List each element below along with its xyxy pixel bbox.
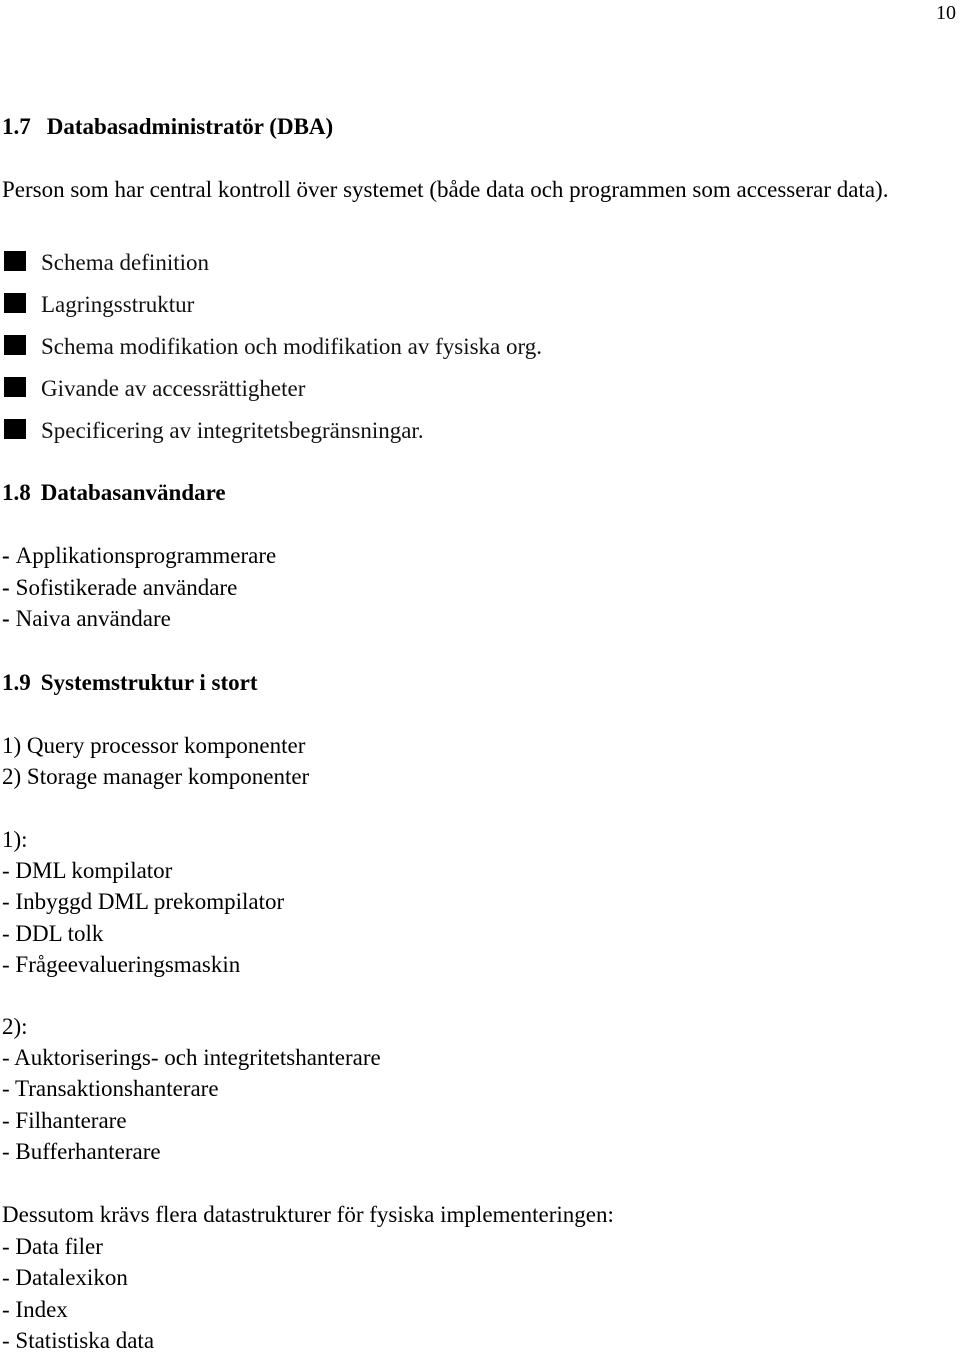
- section-number: 1.8: [2, 480, 31, 505]
- list-item: 1) Query processor komponenter: [2, 733, 306, 758]
- section-number: 1.7: [2, 114, 31, 139]
- list-item: - DDL tolk: [2, 920, 104, 946]
- list-item: - Inbyggd DML prekompilator: [2, 889, 285, 915]
- data-structures-intro: Dessutom krävs flera datastrukturer för fysiska implementeringen:: [2, 1202, 614, 1227]
- list-item: 2) Storage manager komponenter: [2, 764, 310, 790]
- section-heading-1-8: [2, 480, 226, 506]
- query-processor-list: [2, 855, 284, 980]
- list-item: Specificering av integritetsbegränsningar.: [2, 416, 542, 445]
- list-item: - Index: [2, 1296, 68, 1322]
- storage-manager-list: [2, 1042, 381, 1167]
- list-item: - Data filer: [2, 1234, 103, 1259]
- list-item: - Frågeevalueringsmaskin: [2, 951, 241, 977]
- section-heading-1-7: [2, 114, 333, 140]
- section-title: Databasadministratör (DBA): [46, 114, 334, 139]
- list-item: Lagringsstruktur: [2, 290, 542, 319]
- square-bullet-icon: [4, 419, 26, 439]
- list-item: - Applikationsprogrammerare: [2, 543, 277, 568]
- data-structures-list: [2, 1231, 154, 1356]
- list-item: Givande av accessrättigheter: [2, 374, 542, 403]
- section-title: Systemstruktur i stort: [40, 670, 258, 695]
- section-title: Databasanvändare: [40, 480, 226, 505]
- list-item: Schema modifikation och modifikation av fysiska org.: [2, 332, 542, 361]
- group-label-2: 2):: [2, 1014, 28, 1039]
- list-item: - Datalexikon: [2, 1265, 128, 1291]
- dba-bullet-list: [2, 248, 542, 458]
- square-bullet-icon: [4, 377, 26, 397]
- square-bullet-icon: [4, 251, 26, 271]
- group-label-1: 1):: [2, 827, 28, 852]
- section-number: 1.9: [2, 670, 31, 695]
- list-item: Schema definition: [2, 248, 542, 277]
- page-number: 10: [936, 2, 956, 24]
- dba-intro-paragraph: Person som har central kontroll över systemet (både data och programmen som accesserar data).: [2, 177, 889, 202]
- list-item: - Naiva användare: [2, 606, 171, 631]
- list-item: - Filhanterare: [2, 1107, 127, 1133]
- square-bullet-icon: [4, 335, 26, 355]
- section-heading-1-9: [2, 670, 258, 696]
- list-item: - Bufferhanterare: [2, 1138, 161, 1164]
- list-item: - Sofistikerade användare: [2, 574, 238, 600]
- list-item: - Statistiska data: [2, 1327, 155, 1353]
- list-item: - Transaktionshanterare: [2, 1076, 219, 1102]
- user-type-list: [2, 540, 276, 635]
- list-item: - Auktoriserings- och integritetshanterare: [2, 1045, 381, 1070]
- list-item: - DML kompilator: [2, 858, 173, 883]
- square-bullet-icon: [4, 293, 26, 313]
- component-list: [2, 730, 309, 793]
